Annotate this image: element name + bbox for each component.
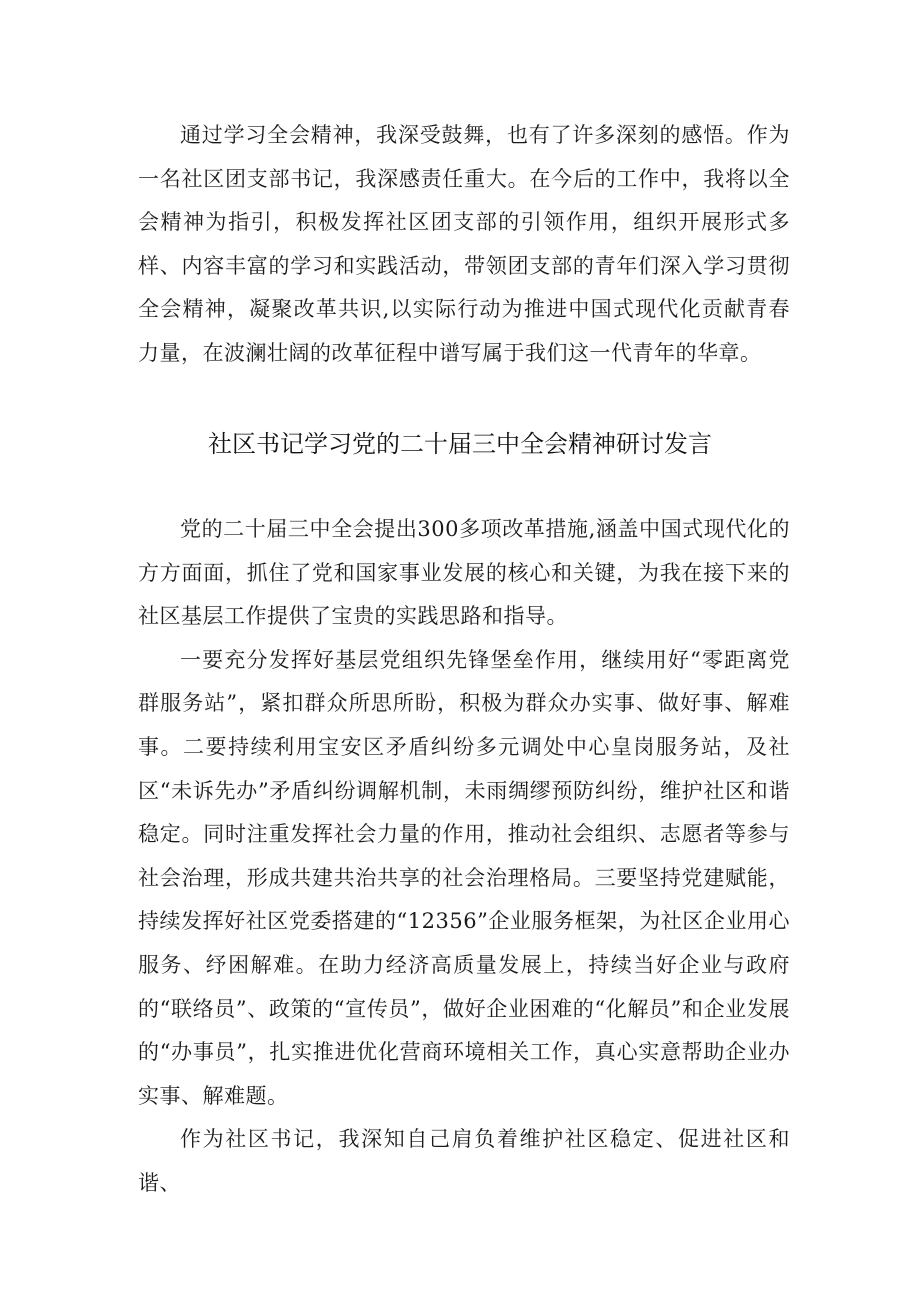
intro-paragraph: 通过学习全会精神，我深受鼓舞，也有了许多深刻的感悟。作为一名社区团支部书记，我深感责任重大。在今后的工作中，我将以全会精神为指引，积极发挥社区团支部的引领作用，组织开展形式多样、内容丰富的学习和实践活动，带领团支部的青年们深入学习贯彻全会精神，凝聚改革共识,以实际行动为推进中国式现代化贡献青春力量，在波澜壮阔的改革征程中谱写属于我们这一代青年的华章。 (138, 123, 790, 365)
speech-body (138, 508, 790, 1206)
section-title: 社区书记学习党的二十届三中全会精神研讨发言 (208, 430, 712, 458)
body-paragraph-2: 一要充分发挥好基层党组织先锋堡垒作用，继续用好“零距离党群服务站”，紧扣群众所思所盼，积极为群众办实事、做好事、解难事。二要持续利用宝安区矛盾纠纷多元调处中心皇岗服务站，及社区“未诉先办”矛盾纠纷调解机制，未雨绸缪预防纠纷，维护社区和谐稳定。同时注重发挥社会力量的作用，推动社会组织、志愿者等参与社会治理，形成共建共治共享的社会治理格局。三要坚持党建赋能，持续发挥好社区党委搭建的“12356”企业服务框架，为社区企业用心服务、纾困解难。在助力经济高质量发展上，持续当好企业与政府的“联络员”、政策的“宣传员”，做好企业困难的“化解员”和企业发展的“办事员”，扎实推进优化营商环境相关工作，真心实意帮助企业办实事、解难题。 (138, 647, 790, 1108)
body-paragraph-1: 党的二十届三中全会提出300多项改革措施,涵盖中国式现代化的方方面面，抓住了党和国家事业发展的核心和关键，为我在接下来的社区基层工作提供了宝贵的实践思路和指导。 (138, 517, 790, 629)
intro-section (138, 114, 790, 376)
body-paragraph-3: 作为社区书记，我深知自己肩负着维护社区稳定、促进社区和谐、 (138, 1127, 790, 1195)
